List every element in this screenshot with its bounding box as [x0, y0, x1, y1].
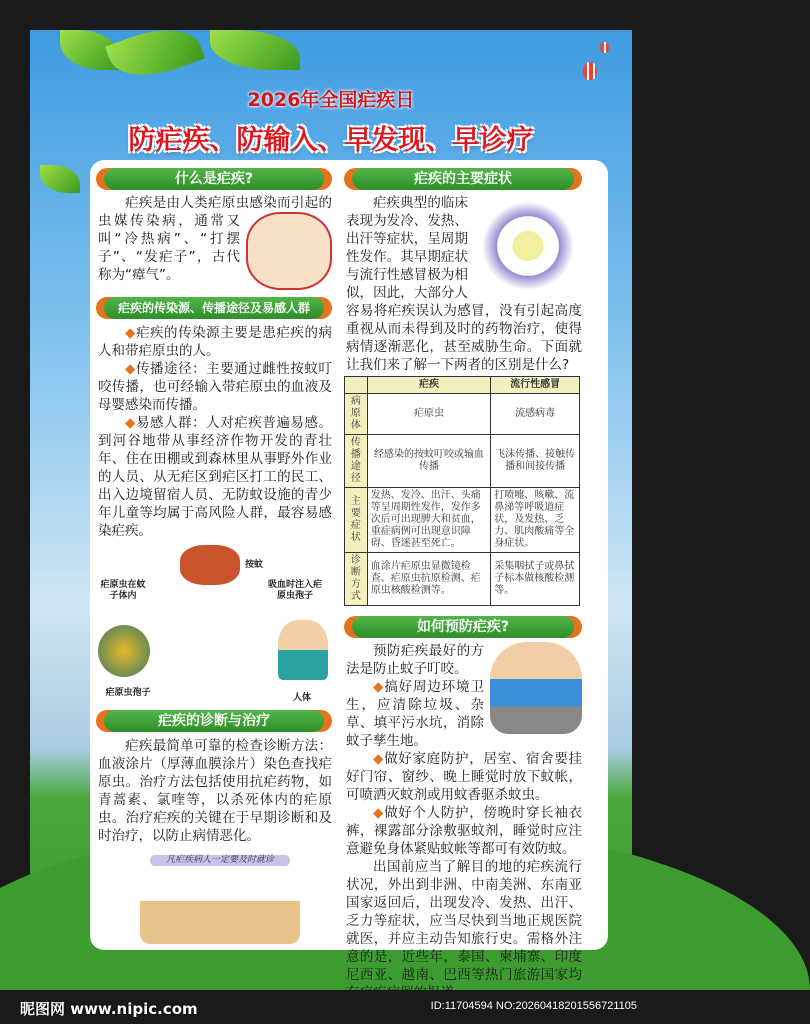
spread-item: ◆传播途径：主要通过雌性按蚊叮咬传播，也可经输入带疟原虫的血液及母婴感染而传播。: [98, 361, 333, 413]
diag-body: 疟疾最简单可靠的检查诊断方法：血液涂片（厚薄血膜涂片）染色查找疟原虫。治疗方法包括使用抗疟药物，如青蒿素、氯喹等，以杀死体内的疟原虫。治疗疟疾的关键在于早期诊断和及时治疗，以防止病情恶化。: [98, 738, 332, 844]
watermark-id: ID:11704594 NO:20260418201556721105: [430, 1000, 637, 1012]
leaf-decoration: [40, 165, 80, 193]
table-row: 主要症状 发热、发冷、出汗、头痛等呈周期性发作，发作多次后可出现脾大和贫血，重症病例可出现意识障碍、昏迷甚至死亡。 打喷嚏、咳嗽、流鼻涕等呼吸道症状，及发热、乏力、肌肉酸痛等全身症状。: [345, 488, 580, 553]
spraying-boy-illustration: [490, 642, 582, 734]
table-row: 病原体 疟原虫 流感病毒: [345, 394, 580, 435]
prevent-section: [346, 642, 582, 1002]
prevent-travel: 出国前应当了解目的地的疟疾流行状况，外出到非洲、中南美洲、东南亚国家返回后，出现发冷、发热、出汗、乏力等症状，应当尽快到当地正规医院就医，并应主动告知旅行史。需格外注意的是，近些年，泰国、柬埔寨、印度尼西亚、越南、巴西等热门旅游国家均有疟疾病例的报道。: [346, 859, 582, 1001]
prevent-item: ◆搞好周边环境卫生，应清除垃圾、杂草、填平污水坑，消除蚊子孳生地。: [346, 679, 485, 749]
prevent-item: ◆做好个人防护，傍晚时穿长袖衣裤，裸露部分涂敷驱蚊剂，睡觉时应注意避免身体紧贴蚊帐等都可有效防蚊。: [346, 805, 583, 857]
table-row: 传播途径 经感染的按蚊叮咬或输血传播 飞沫传播、接触传播和间接传播: [345, 435, 580, 488]
spread-item: ◆疟疾的传染源主要是患疟疾的病人和带疟原虫的人。: [98, 325, 333, 359]
poster-subtitle: 2026年全国疟疾日: [247, 89, 415, 111]
inject-label: 吸血时注入疟原虫孢子: [267, 580, 322, 601]
spore-illustration: [98, 625, 150, 677]
section-header-what: 什么是疟疾?: [96, 168, 332, 190]
what-section: [98, 194, 332, 290]
prevent-intro: 预防疟疾最好的方法是防止蚊子叮咬。: [346, 643, 484, 677]
spread-item: ◆易感人群：人对疟疾普遍易感。到河谷地带从事经济作物开发的青壮年、住在田棚或到森林里从事野外作业的人员、从无疟区到疟区打工的民工、出入边境留宿人员、无防蚊设施的青少年儿童等均属于高风险人群，最容易感染疟疾。: [98, 415, 333, 539]
table-row: 诊断方式 血涂片疟原虫显微镜检查、疟原虫抗原检测、疟原虫核酸检测等。 采集咽拭子或鼻拭子标本做核酸检测等。: [345, 553, 580, 606]
symptoms-body-a: 疟疾典型的临床表现为发冷、发热、出汗等症状，呈周期性发作。其早期症状与流行性感冒极为相似，因: [346, 195, 468, 301]
comparison-table: [344, 376, 580, 606]
leaf-decoration: [105, 16, 205, 89]
spore-label: 疟原虫孢子: [105, 688, 151, 698]
balloon-icon: [583, 62, 597, 80]
table-header-row: 疟疾 流行性感冒: [345, 377, 580, 394]
watermark-bar: [0, 990, 662, 1024]
sick-person-illustration: [474, 194, 582, 298]
content-panel: [90, 160, 608, 1001]
section-header-diag: 疟疾的诊断与治疗: [96, 710, 332, 732]
section-header-spread: 疟疾的传染源、传播途径及易感人群: [96, 297, 332, 319]
what-body: 疟疾是由人类疟原虫感染而引起的虫媒传染病，通常又叫“冷热病”、“打摆子”、“发疟子”，古代称为“瘴气”。: [98, 195, 332, 283]
symptoms-body-b: 此，大部分人容易将疟疾误认为感冒，没有引起高度重视从而未得到及时的药物治疗，使得病情逐渐恶化，甚至威胁生命。下面就让我们来了解一下两者的区别是什么?: [346, 285, 582, 373]
poster-title: 防疟疾、防输入、早发现、早诊疗: [128, 125, 534, 156]
balloon-icon: [600, 42, 609, 53]
spread-list: [98, 324, 332, 540]
section-header-prevent: 如何预防疟疾?: [344, 616, 582, 638]
section-header-symptoms: 疟疾的主要症状: [344, 168, 582, 190]
human-illustration: [278, 620, 328, 680]
mosquito-label: 按蚊: [245, 560, 264, 570]
spray-illustration: [246, 212, 332, 290]
mosquito-illustration: [180, 545, 240, 585]
prevent-item: ◆做好家庭防护，居室、宿舍要挂好门帘、窗纱、晚上睡觉时放下蚊帐，可喷洒灭蚊剂或用蚊香驱杀蚊虫。: [346, 751, 583, 803]
symptoms-section: [346, 194, 582, 374]
human-label: 人体: [293, 693, 312, 703]
poster: [30, 30, 632, 1001]
doctor-illustration: [140, 872, 300, 944]
leaf-decoration: [210, 30, 300, 70]
in-mosquito-label: 疟原虫在蚊子体内: [100, 580, 146, 601]
watermark-logo: 昵图网 www.nipic.com: [20, 1000, 198, 1018]
diag-caption: 凡疟疾病人一定要及时就诊: [150, 855, 290, 866]
